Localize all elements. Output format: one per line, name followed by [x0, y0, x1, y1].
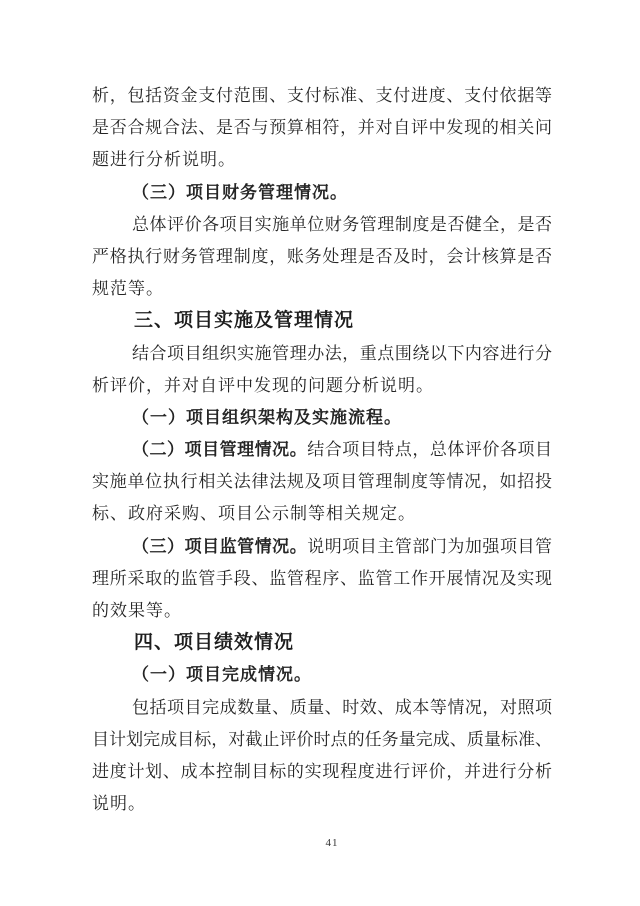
text-segment: 规范等。	[92, 279, 164, 299]
body-text-line	[92, 434, 552, 466]
text-segment: 严格执行财务管理制度，账务处理是否及时，会计核算是否	[92, 246, 552, 266]
body-text-line	[92, 595, 552, 627]
body-text-line	[92, 144, 552, 176]
section-heading-line	[92, 627, 552, 659]
body-text-line	[92, 466, 552, 498]
body-text-line	[92, 788, 552, 820]
subheading-line	[92, 402, 552, 434]
body-text-line	[92, 241, 552, 273]
text-segment: 结合项目特点，总体评价各项目	[307, 440, 553, 460]
bold-text-segment: （三）项目财务管理情况。	[132, 182, 348, 202]
subheading-line	[92, 659, 552, 691]
bold-text-segment: （三）项目监管情况。	[132, 536, 308, 556]
bold-text-segment: （一）项目组织架构及实施流程。	[132, 407, 402, 427]
text-segment: 标、政府采购、项目公示制等相关规定。	[92, 504, 416, 524]
text-segment: 说明。	[92, 794, 146, 814]
text-segment: 进度计划、成本控制目标的实现程度进行评价，并进行分析	[92, 761, 552, 781]
subheading-line	[92, 177, 552, 209]
section-heading-line	[92, 305, 552, 337]
body-text-line	[92, 338, 552, 370]
bold-text-segment: 三、项目实施及管理情况	[134, 310, 355, 332]
bold-text-segment: 四、项目绩效情况	[134, 632, 295, 654]
text-segment: 的效果等。	[92, 601, 182, 620]
body-text-line	[92, 80, 552, 112]
text-segment: 析评价，并对自评中发现的问题分析说明。	[92, 375, 434, 395]
text-segment: 目计划完成目标，对截止评价时点的任务量完成、质量标准、	[92, 729, 552, 749]
bold-text-segment: （一）项目完成情况。	[132, 665, 312, 685]
text-segment: 总体评价各项目实施单位财务管理制度是否健全，是否	[132, 214, 552, 234]
body-text-line	[92, 273, 552, 305]
body-text-line	[92, 112, 552, 144]
text-segment: 实施单位执行相关法律法规及项目管理制度等情况，如招投	[92, 472, 552, 492]
body-text-line	[92, 498, 552, 530]
text-segment: 析，包括资金支付范围、支付标准、支付进度、支付依据等	[92, 86, 552, 105]
bold-text-segment: （二）项目管理情况。	[132, 440, 308, 460]
text-segment: 包括项目完成数量、质量、时效、成本等情况，对照项	[132, 697, 552, 717]
text-segment: 题进行分析说明。	[92, 150, 236, 170]
body-text-line	[92, 563, 552, 595]
body-text-line	[92, 724, 552, 756]
body-text-line	[92, 209, 552, 241]
text-segment: 结合项目组织实施管理办法，重点围绕以下内容进行分	[132, 343, 552, 363]
body-text-line	[92, 531, 552, 563]
text-segment: 理所采取的监管手段、监管程序、监管工作开展情况及实现	[92, 568, 552, 588]
text-segment: 说明项目主管部门为加强项目管	[307, 536, 553, 556]
body-text-line	[92, 756, 552, 788]
document-body	[92, 80, 552, 820]
page-number: 41	[325, 837, 339, 849]
body-text-line	[92, 692, 552, 724]
text-segment: 是否合规合法、是否与预算相符，并对自评中发现的相关问	[92, 118, 552, 138]
body-text-line	[92, 370, 552, 402]
